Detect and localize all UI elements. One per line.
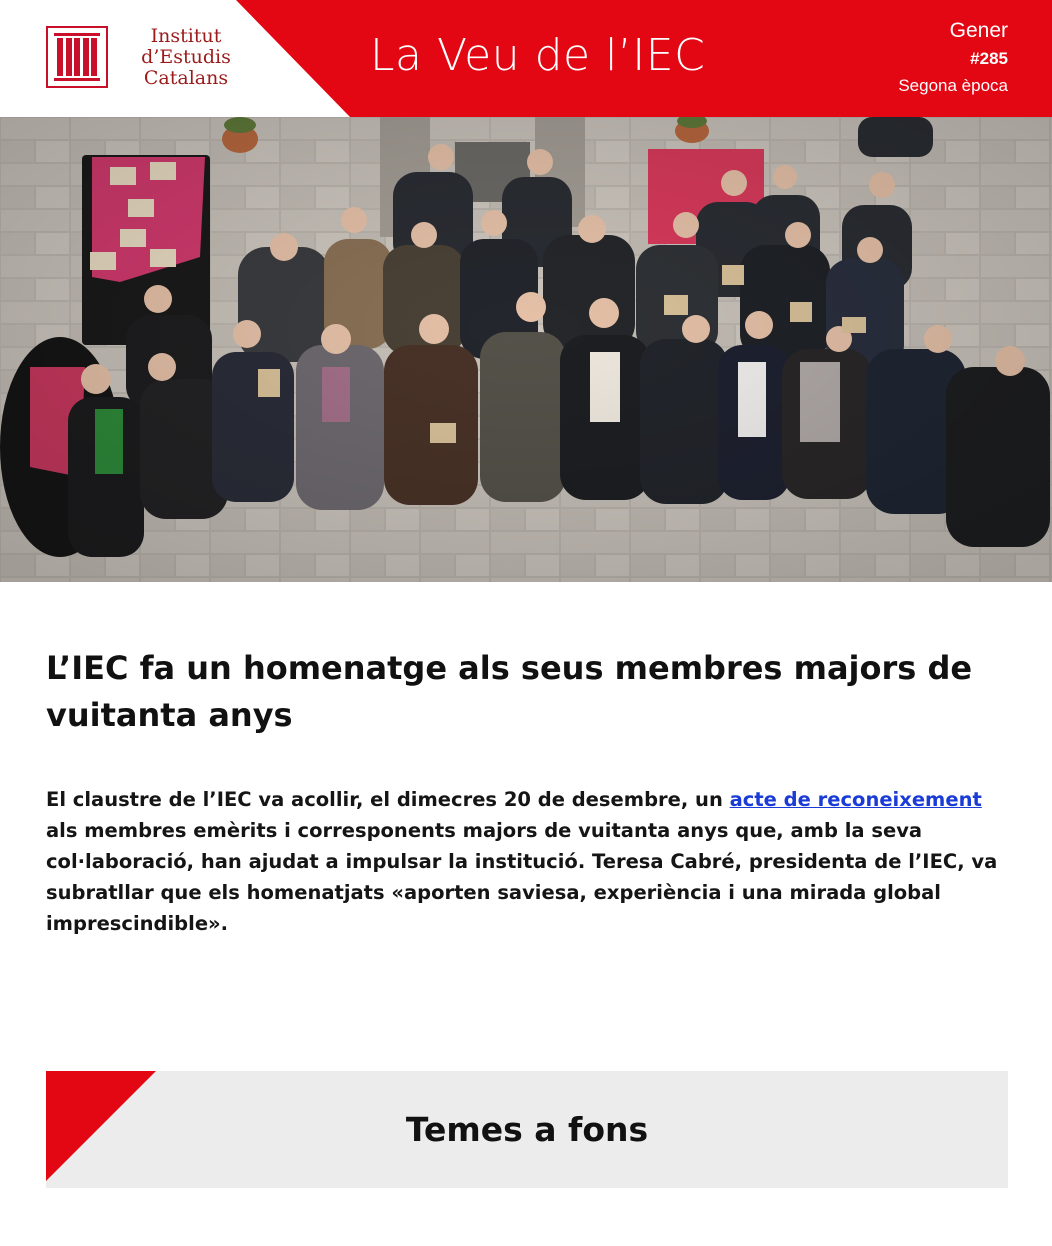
article-body-rest: als membres emèrits i corresponents majors de vuitanta anys que, amb la seva col·laboració, han ajudat a impulsar la institució. Teresa Cabré, presidenta de l’IEC, va subratllar que els homenatjats «aporten saviesa, experiència i una mirada global imprescindible». bbox=[46, 819, 998, 935]
iec-logo[interactable] bbox=[46, 26, 246, 92]
newsletter-title: La Veu de l’IEC bbox=[370, 30, 706, 81]
article-body bbox=[46, 784, 1006, 939]
section-title: Temes a fons bbox=[405, 1110, 649, 1149]
iec-seal-icon bbox=[46, 26, 108, 88]
issue-month: Gener bbox=[949, 19, 1008, 42]
acte-reconeixement-link[interactable]: acte de reconeixement bbox=[729, 788, 982, 811]
logo-line-1: Institut bbox=[150, 25, 222, 47]
issue-epoch: Segona època bbox=[898, 76, 1008, 95]
newsletter-header bbox=[0, 0, 1052, 117]
section-banner bbox=[46, 1071, 1008, 1188]
logo-line-3: Catalans bbox=[143, 67, 229, 89]
issue-number: #285 bbox=[970, 49, 1008, 68]
group-photo-icon bbox=[0, 117, 1052, 582]
article-title: L’IEC fa un homenatge als seus membres majors de vuitanta anys bbox=[46, 649, 973, 734]
logo-wordmark bbox=[116, 26, 256, 89]
article-body-intro: El claustre de l’IEC va acollir, el dimecres 20 de desembre, un bbox=[46, 788, 730, 811]
issue-info bbox=[898, 17, 1008, 100]
logo-line-2: d’Estudis bbox=[141, 46, 231, 68]
hero-photo[interactable] bbox=[0, 117, 1052, 582]
